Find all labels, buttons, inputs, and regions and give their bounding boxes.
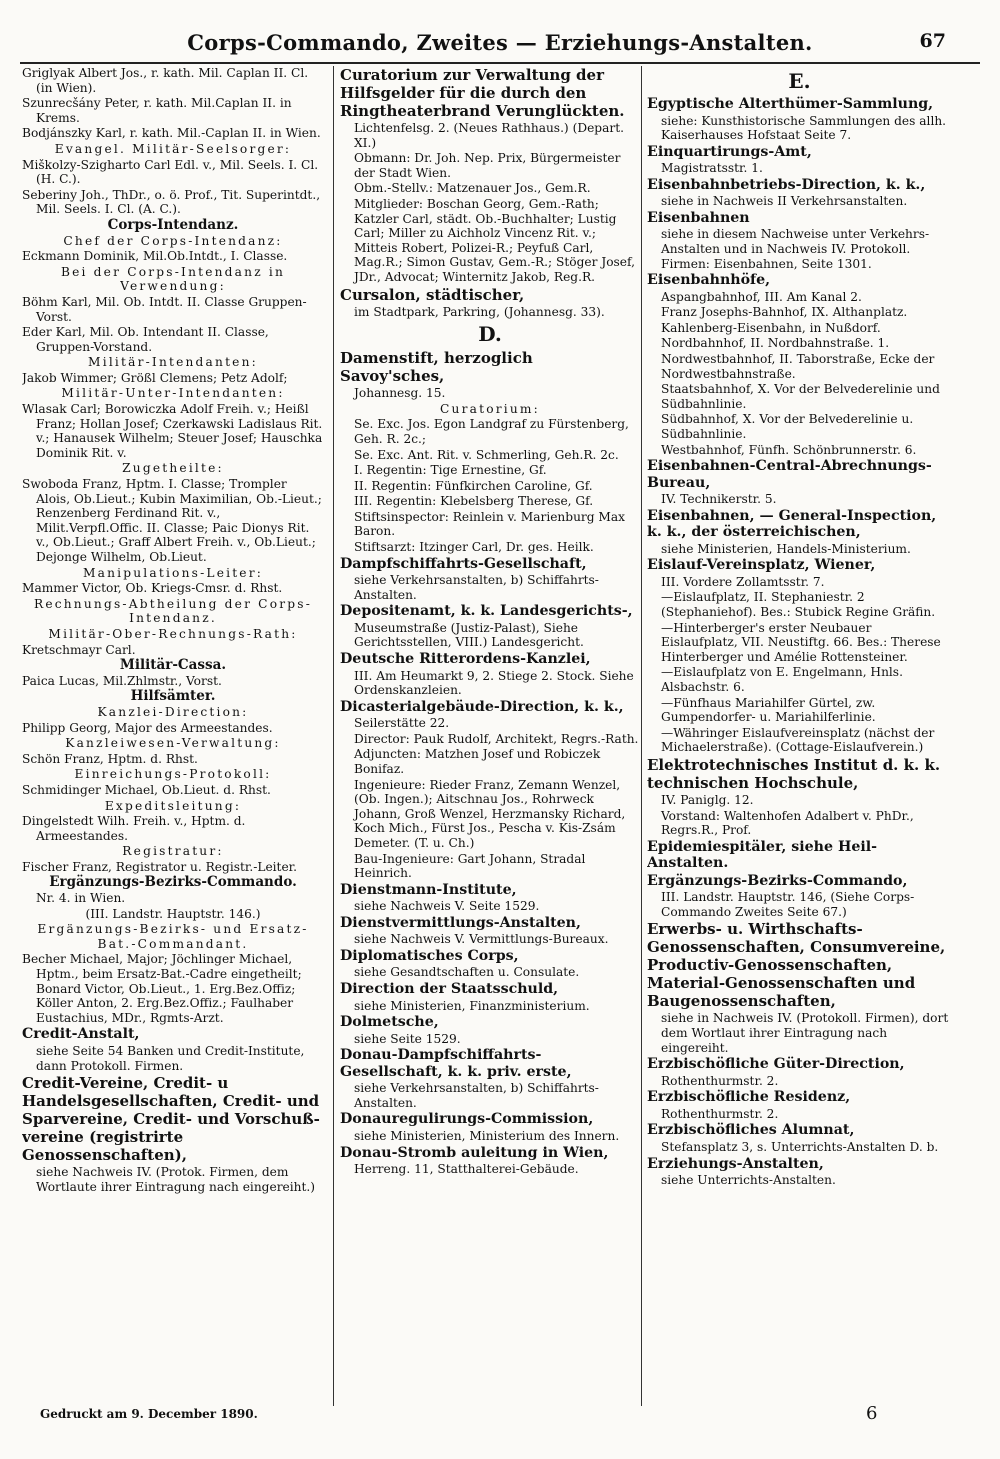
entry-heading: Credit-Vereine, Credit- u Handelsgesellschaften, Credit- und Sparvereine, Credit- und Vorschuß-vereine (registrirte Genossenschaften), — [22, 1074, 320, 1165]
entry-text: Mammer Victor, Ob. Kriegs-Cmsr. d. Rhst. — [22, 581, 283, 596]
entry-text: siehe Nachweis IV. (Protok. Firmen, dem Wortlaute ihrer Eintragung nach eingereiht.) — [36, 1165, 316, 1194]
entry-text: —Währinger Eislaufvereinsplatz (nächst der Michaelerstraße). (Cottage-Eislaufverein.) — [661, 725, 935, 755]
entry-text: Kahlenberg-Eisenbahn, in Nußdorf. — [661, 320, 881, 335]
entry-text: Mitglieder: Boschan Georg, Gem.-Rath; Katzler Carl, städt. Ob.-Buchhalter; Lustig Carl; Miller zu Aichholz Vincenz Rit. v.; Mitteis Robert, Polizei-R.; Peyfuß Carl, Mag.R.; Simon Gustav, Gem.-R.; Stöger Josef, JDr., Advocat; Winternitz Jakob, Reg.R. — [354, 196, 635, 284]
entry-text: Aspangbahnhof, III. Am Kanal 2. — [661, 289, 862, 304]
entry-text: Herreng. 11, Statthalterei-Gebäude. — [354, 1162, 579, 1176]
entry-text: siehe Unterrichts-Anstalten. — [661, 1173, 836, 1188]
entry-text: Adjuncten: Matzhen Josef und Robiczek Bonifaz. — [354, 747, 601, 776]
entry-text: Swoboda Franz, Hptm. I. Classe; Trompler Alois, Ob.Lieut.; Kubin Maximilian, Ob.-Lieut.; Renzenberg Ferdinand Rit. v., Milit.Verpfl.Offic. II. Classe; Paic Dionys Rit. v., Ob.Lieut.; Graff Albert Freih. v., Ob.Lieut.; Dejonge Wilhelm, Ob.Lieut. — [22, 477, 322, 564]
entry-heading: Dampfschiffahrts-Gesellschaft, — [340, 555, 587, 572]
entry-text: Militär-Intendanten: — [88, 355, 258, 370]
entry-heading: Epidemiespitäler, siehe Heil-Anstalten. — [647, 838, 878, 872]
running-title: Corps-Commando, Zweites — Erziehungs-Anstalten. — [187, 30, 813, 55]
entry-text: Eckmann Dominik, Mil.Ob.Intdt., I. Classe. — [22, 249, 288, 264]
entry-heading: Dienstmann-Institute, — [340, 881, 517, 898]
entry-text: Magistratsstr. 1. — [661, 161, 763, 176]
entry-text: im Stadtpark, Parkring, (Johannesg. 33). — [354, 304, 605, 319]
entry-text: Philipp Georg, Major des Armeestandes. — [22, 720, 273, 735]
entry-text: Miškolzy-Szigharto Carl Edl. v., Mil. Seels. I. Cl. (H. C.). — [22, 157, 319, 187]
entry-heading: Eisenbahnhöfe, — [647, 272, 771, 289]
entry-heading: Donau-Dampfschiffahrts-Gesellschaft, k. k. priv. erste, — [340, 1047, 572, 1080]
entry-text: Rothenthurmstr. 2. — [661, 1106, 779, 1121]
entry-text: —Fünfhaus Mariahilfer Gürtel, zw. Gumpendorfer- u. Mariahilferlinie. — [661, 695, 876, 725]
entry-heading: Eisenbahnen-Central-Abrechnungs-Bureau, — [647, 458, 932, 491]
entry-text: Kanzlei-Direction: — [97, 704, 249, 719]
entry-heading: Curatorium zur Verwaltung der Hilfsgelder für die durch den Ringtheaterbrand Verunglückten. — [340, 66, 625, 120]
entry-text: siehe Ministerien, Ministerium des Innern. — [354, 1128, 620, 1143]
entry-text: Böhm Karl, Mil. Ob. Intdt. II. Classe Gruppen-Vorst. — [22, 294, 307, 324]
entry-text: Vorstand: Waltenhofen Adalbert v. PhDr., Regrs.R., Prof. — [661, 808, 914, 838]
entry-text: Ingenieure: Rieder Franz, Zemann Wenzel, (Ob. Ingen.); Aitschnau Jos., Rohrweck Johann, Groß Wenzel, Herzmansky Richard, Koch Mich., Fürst Jos., Pescha v. Kis-Zsám Demeter. (T. u. Ch.) — [354, 777, 626, 850]
entry-text: I. Regentin: Tige Ernestine, Gf. — [354, 463, 547, 478]
entry-heading: Erziehungs-Anstalten, — [647, 1155, 824, 1172]
entry-heading: Erzbischöfliche Güter-Direction, — [647, 1056, 905, 1073]
entry-text: Nordbahnhof, II. Nordbahnstraße. 1. — [661, 336, 890, 351]
entry-heading: Credit-Anstalt, — [22, 1026, 140, 1043]
entry-text: Curatorium: — [440, 401, 540, 416]
entry-heading: Damenstift, herzoglich Savoy'sches, — [340, 349, 533, 386]
entry-heading: Donauregulirungs-Commission, — [340, 1111, 594, 1128]
entry-heading: Eisenbahnen — [647, 209, 750, 226]
column-right — [647, 66, 952, 1401]
entry-text: siehe Gesandtschaften u. Consulate. — [354, 965, 580, 980]
entry-heading: Dicasterialgebäude-Direction, k. k., — [340, 698, 624, 715]
entry-text: Wlasak Carl; Borowiczka Adolf Freih. v.; Heißl Franz; Hollan Josef; Czerkawski Ladislaus Rit. v.; Hanausek Wilhelm; Steuer Josef; Hauschka Dominik Rit. v. — [22, 402, 323, 460]
entry-heading: Eisenbahnen, — General-Inspection, k. k., der österreichischen, — [647, 507, 937, 541]
page-number: 67 — [919, 30, 946, 52]
entry-text: Kretschmayr Carl. — [22, 642, 136, 657]
entry-text: Griglyak Albert Jos., r. kath. Mil. Caplan II. Cl. (in Wien). — [22, 66, 309, 95]
entry-text: siehe in Nachweis II Verkehrsanstalten. — [661, 194, 908, 209]
entry-text: Staatsbahnhof, X. Vor der Belvederelinie und Südbahnlinie. — [661, 382, 940, 411]
entry-text: III. Vordere Zollamtsstr. 7. — [661, 574, 825, 589]
entry-text: Stiftsarzt: Itzinger Carl, Dr. ges. Heilk. — [354, 540, 594, 555]
entry-text: IV. Technikerstr. 5. — [661, 492, 777, 507]
print-date: Gedruckt am 9. December 1890. — [40, 1407, 258, 1421]
entry-text: Director: Pauk Rudolf, Architekt, Regrs.-Rath. — [354, 731, 639, 746]
entry-heading: Diplomatisches Corps, — [340, 947, 519, 964]
column-middle — [340, 66, 640, 1401]
entry-text: Westbahnhof, Fünfh. Schönbrunnerstr. 6. — [661, 442, 917, 457]
entry-text: Bodjánszky Karl, r. kath. Mil.-Caplan II. in Wien. — [22, 126, 321, 141]
entry-text: Militär-Ober-Rechnungs-Rath: — [48, 626, 298, 641]
entry-text: Rothenthurmstr. 2. — [661, 1073, 779, 1088]
entry-heading: Eislauf-Vereinsplatz, Wiener, — [647, 557, 876, 574]
entry-text: siehe Seite 54 Banken und Credit-Institute, dann Protokoll. Firmen. — [36, 1043, 305, 1073]
entry-text: Seilerstätte 22. — [354, 716, 450, 731]
entry-text: siehe in diesem Nachweise unter Verkehrs-Anstalten und in Nachweis IV. Protokoll. Firmen: Eisenbahnen, Seite 1301. — [661, 227, 930, 271]
signature-mark: 6 — [866, 1403, 878, 1424]
entry-text: Johannesg. 15. — [354, 386, 446, 401]
entry-text: Bau-Ingenieure: Gart Johann, Stradal Heinrich. — [354, 851, 586, 881]
entry-heading: Elektrotechnisches Institut d. k. k. technischen Hochschule, — [647, 756, 941, 792]
column-divider — [333, 66, 334, 1406]
entry-heading: Dienstvermittlungs-Anstalten, — [340, 914, 581, 931]
entry-text: Nordwestbahnhof, II. Taborstraße, Ecke der Nordwestbahnstraße. — [661, 352, 935, 381]
column-left — [22, 66, 324, 1401]
entry-text: siehe: Kunsthistorische Sammlungen des allh. Kaiserhauses Hofstaat Seite 7. — [661, 113, 947, 143]
entry-text: Evangel. Militär-Seelsorger: — [54, 141, 292, 156]
entry-text: Einreichungs-Protokoll: — [74, 767, 272, 782]
entry-text: Lichtenfelsg. 2. (Neues Rathhaus.) (Depart. XI.) — [354, 121, 624, 150]
entry-heading: Dolmetsche, — [340, 1014, 439, 1031]
entry-text: —Eislaufplatz, II. Stephaniestr. 2 (Stephaniehof). Bes.: Stubick Regine Gräfin. — [661, 590, 936, 620]
entry-heading: Depositenamt, k. k. Landesgerichts-, — [340, 603, 633, 620]
entry-text: Zugetheilte: — [122, 461, 224, 476]
entry-text: Fischer Franz, Registrator u. Registr.-Leiter. — [22, 859, 298, 874]
entry-text: siehe Verkehrsanstalten, b) Schiffahrts-Anstalten. — [354, 573, 599, 602]
entry-heading: Ergänzungs-Bezirks-Commando, — [647, 872, 908, 889]
page-header — [20, 22, 980, 64]
entry-heading: Einquartirungs-Amt, — [647, 143, 812, 160]
entry-text: Südbahnhof, X. Vor der Belvederelinie u. Südbahnlinie. — [661, 412, 914, 441]
entry-text: —Eislaufplatz von E. Engelmann, Hnls. Alsbachstr. 6. — [661, 665, 903, 695]
entry-text: Stefansplatz 3, s. Unterrichts-Anstalten D. b. — [661, 1139, 939, 1154]
entry-text: Ergänzungs-Bezirks- und Ersatz-Bat.-Commandant. — [37, 922, 309, 951]
entry-text: Rechnungs-Abtheilung der Corps-Intendanz. — [33, 596, 313, 626]
entry-heading: Deutsche Ritterordens-Kanzlei, — [340, 651, 591, 668]
entry-text: Stiftsinspector: Reinlein v. Marienburg Max Baron. — [354, 509, 626, 539]
entry-heading: Donau-Stromb auleitung in Wien, — [340, 1144, 609, 1161]
entry-text: siehe Nachweis V. Vermittlungs-Bureaux. — [354, 932, 609, 947]
entry-text: Obm.-Stellv.: Matzenauer Jos., Gem.R. — [354, 181, 591, 196]
entry-text: III. Am Heumarkt 9, 2. Stiege 2. Stock. Siehe Ordenskanzleien. — [354, 668, 634, 698]
entry-text: Registratur: — [122, 844, 224, 859]
entry-text: Nr. 4. in Wien. — [36, 891, 126, 906]
entry-text: Seberiny Joh., ThDr., o. ö. Prof., Tit. Superintdt., Mil. Seels. I. Cl. (A. C.). — [22, 187, 321, 217]
entry-text: IV. Paniglg. 12. — [661, 793, 754, 807]
entry-heading: Erzbischöfliche Residenz, — [647, 1089, 851, 1106]
entry-text: Schön Franz, Hptm. d. Rhst. — [22, 751, 198, 766]
entry-heading: Erwerbs- u. Wirthschafts-Genossenschaften, Consumvereine, Productiv-Genossenschaften, Material-Genossenschaften und Baugenossenschaften, — [647, 920, 946, 1011]
entry-text: II. Regentin: Fünfkirchen Caroline, Gf. — [354, 478, 593, 493]
entry-text: siehe Ministerien, Handels-Ministerium. — [661, 541, 911, 556]
entry-heading: Erzbischöfliches Alumnat, — [647, 1122, 855, 1139]
entry-heading: Cursalon, städtischer, — [340, 285, 525, 304]
entry-text: Paica Lucas, Mil.Zhlmstr., Vorst. — [22, 673, 222, 688]
entry-heading: Egyptische Alterthümer-Sammlung, — [647, 96, 934, 112]
entry-heading: Direction der Staatsschuld, — [340, 981, 559, 998]
entry-heading: D. — [478, 322, 502, 347]
entry-text: Jakob Wimmer; Größl Clemens; Petz Adolf; — [22, 370, 288, 385]
entry-heading: Eisenbahnbetriebs-Direction, k. k., — [647, 176, 926, 193]
entry-text: siehe Seite 1529. — [354, 1031, 461, 1046]
entry-text: Chef der Corps-Intendanz: — [63, 233, 283, 248]
entry-text: Eder Karl, Mil. Ob. Intendant II. Classe, Gruppen-Vorstand. — [22, 325, 269, 354]
entry-text: siehe Nachweis V. Seite 1529. — [354, 899, 540, 914]
entry-text: Manipulations-Leiter: — [82, 565, 264, 580]
entry-heading: E. — [788, 69, 811, 93]
column-divider — [641, 66, 642, 1406]
entry-text: Museumstraße (Justiz-Palast), Siehe Gerichtsstellen, VIII.) Landesgericht. — [354, 620, 584, 650]
entry-text: Schmidinger Michael, Ob.Lieut. d. Rhst. — [22, 782, 271, 797]
entry-text: Dingelstedt Wilh. Freih. v., Hptm. d. Armeestandes. — [22, 814, 246, 843]
entry-heading: Militär-Cassa. — [119, 657, 227, 674]
entry-text: III. Landstr. Hauptstr. 146, (Siehe Corps-Commando Zweites Seite 67.) — [661, 890, 915, 919]
entry-text: siehe in Nachweis IV. (Protokoll. Firmen), dort dem Wortlaut ihrer Eintragung nach eingereiht. — [661, 1011, 949, 1055]
entry-text: Se. Exc. Jos. Egon Landgraf zu Fürstenberg, Geh. R. 2c.; — [354, 417, 629, 446]
entry-text: Bei der Corps-Intendanz in Verwendung: — [60, 264, 286, 294]
entry-text: —Hinterberger's erster Neubauer Eislaufplatz, VII. Neustiftg. 66. Bes.: Therese Hinterberger und Amélie Rottensteiner. — [661, 620, 941, 664]
entry-text: Militär-Unter-Intendanten: — [61, 386, 285, 401]
entry-text: siehe Verkehrsanstalten, b) Schiffahrts-Anstalten. — [354, 1081, 599, 1110]
entry-text: (III. Landstr. Hauptstr. 146.) — [85, 906, 261, 921]
entry-text: Szunrecšány Peter, r. kath. Mil.Caplan II. in Krems. — [22, 96, 292, 125]
entry-text: Kanzleiwesen-Verwaltung: — [65, 736, 281, 751]
entry-heading: Ergänzungs-Bezirks-Commando. — [49, 874, 297, 891]
entry-heading: Hilfsämter. — [130, 688, 216, 705]
entry-text: Becher Michael, Major; Jöchlinger Michael, Hptm., beim Ersatz-Bat.-Cadre eingetheilt; Bonard Victor, Ob.Lieut., 1. Erg.Bez.Offiz; Köller Anton, 2. Erg.Bez.Offiz.; Faulhaber Eustachius, MDr., Rgmts-Arzt. — [22, 952, 302, 1025]
entry-text: III. Regentin: Klebelsberg Therese, Gf. — [354, 494, 594, 509]
entry-text: Obmann: Dr. Joh. Nep. Prix, Bürgermeister der Stadt Wien. — [354, 151, 621, 180]
entry-text: Franz Josephs-Bahnhof, IX. Althanplatz. — [661, 305, 908, 320]
entry-text: siehe Ministerien, Finanzministerium. — [354, 998, 590, 1013]
entry-text: Expeditsleitung: — [104, 798, 242, 813]
entry-heading: Corps-Intendanz. — [107, 216, 239, 233]
entry-text: Se. Exc. Ant. Rit. v. Schmerling, Geh.R. 2c. — [354, 447, 619, 462]
